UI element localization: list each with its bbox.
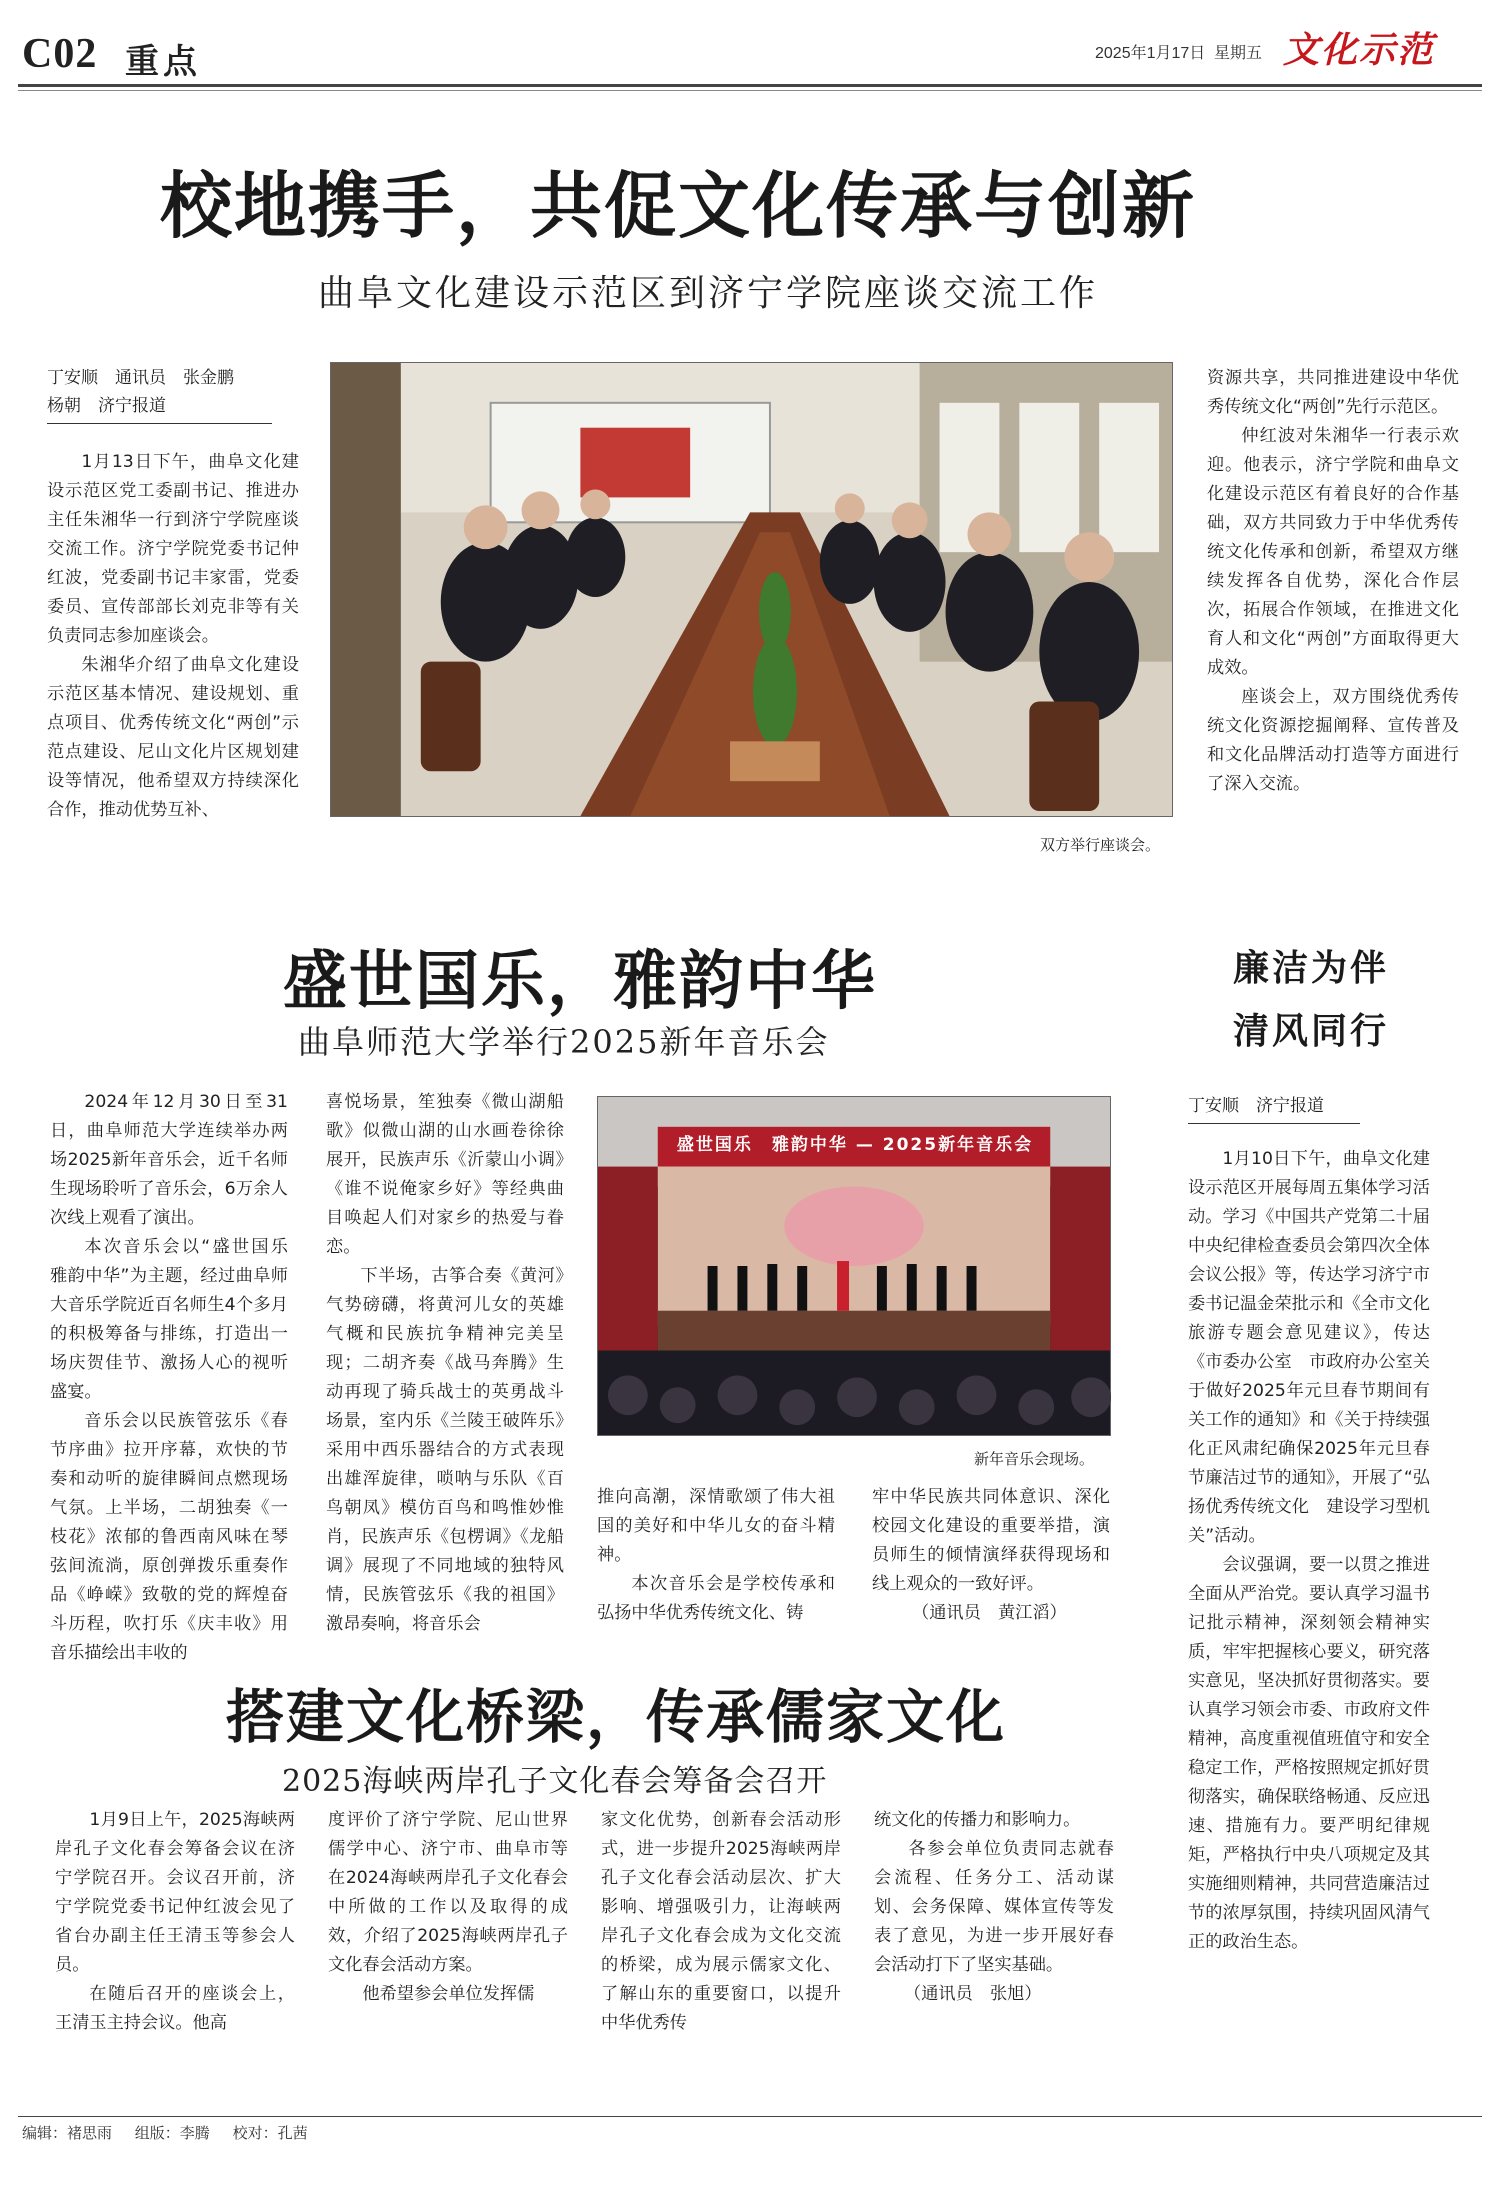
article1-photo-caption: 双方举行座谈会。 (1040, 836, 1161, 854)
article2-col-2 (326, 1088, 564, 1634)
article4-col-1 (55, 1806, 295, 2076)
masthead-rule (18, 84, 1482, 87)
article3-headline-1: 廉洁为伴 (1233, 947, 1390, 989)
article4-col-4 (874, 1806, 1114, 2076)
article4-col-2 (328, 1806, 568, 2076)
paragraph: 各参会单位负责同志就春会流程、任务分工、活动谋划、会务保障、媒体宣传等发表了意见，为进一步开展好春会活动打下了坚实基础。 (874, 1839, 1114, 1975)
footer-editor: 编辑：褚思雨 (22, 2124, 113, 2142)
paragraph: 仲红波对朱湘华一行表示欢迎。他表示，济宁学院和曲阜文化建设示范区有着良好的合作基础，双方共同致力于中华优秀传统文化传承和创新，希望双方继续发挥各自优势，深化合作层次，拓展合作领域，在推进文化育人和文化“两创”方面取得更大成效。 (1207, 426, 1459, 678)
paragraph: 推向高潮，深情歌颂了伟大祖国的美好和中华儿女的奋斗精神。 (597, 1487, 835, 1565)
article1-headline: 校地携手，共促文化传承与创新 (160, 163, 1197, 248)
article3-headline-2: 清风同行 (1233, 1010, 1390, 1052)
section-name: 重点 (125, 42, 201, 82)
issue-date: 2025年1月17日 (1095, 45, 1206, 62)
article2-col-1 (50, 1088, 306, 1663)
article1-subhead: 曲阜文化建设示范区到济宁学院座谈交流工作 (318, 273, 1099, 314)
masthead-rule-thin (18, 90, 1482, 91)
byline-rule (1188, 1123, 1360, 1124)
footer-rule (18, 2116, 1482, 2117)
meeting-photo (330, 362, 1173, 817)
article3-byline: 丁安顺 济宁报道 (1188, 1096, 1324, 1116)
paragraph: 下半场，古筝合奏《黄河》气势磅礴，将黄河儿女的英雄气概和民族抗争精神完美呈现；二胡齐奏《战马奔腾》生动再现了骑兵战士的英勇战斗场景，室内乐《兰陵王破阵乐》采用中西乐器结合的方式表现出雄浑旋律，唢呐与乐队《百鸟朝凤》模仿百鸟和鸣惟妙惟肖，民族声乐《包楞调》《龙船调》展现了不同地域的独特风情，民族管弦乐《我的祖国》激昂奏响，将音乐会 (326, 1266, 564, 1634)
article2-photo-caption: 新年音乐会现场。 (974, 1450, 1095, 1468)
signature: （通讯员 黄江滔） (912, 1603, 1067, 1623)
page-number: C02 (22, 31, 98, 77)
paragraph: 1月10日下午，曲阜文化建设示范区开展每周五集体学习活动。学习《中国共产党第二十届中央纪律检查委员会第四次全体会议公报》等，传达学习济宁市委书记温金荣批示和《全市文化旅游专题会意见建议》，传达《市委办公室 市政府办公室关于做好2025年元旦春节期间有关工作的通知》和《关于持续强化正风肃纪确保2025年元旦春节廉洁过节的通知》，开展了“弘扬优秀传统文化 建设学习型机关”活动。 (1188, 1149, 1430, 1546)
paragraph: 朱湘华介绍了曲阜文化建设示范区基本情况、建设规划、重点项目、优秀传统文化“两创”示范点建设、尼山文化片区规划建设等情况，他希望双方持续深化合作，推动优势互补、 (47, 655, 299, 820)
paragraph: 度评价了济宁学院、尼山世界儒学中心、济宁市、曲阜市等在2024海峡两岸孔子文化春会中所做的工作以及取得的成效，介绍了2025海峡两岸孔子文化春会活动方案。 (328, 1810, 568, 1975)
paragraph: 本次音乐会以“盛世国乐 雅韵中华”为主题，经过曲阜师大音乐学院近百名师生4个多月的积极筹备与排练，打造出一场庆贺佳节、激扬人心的视听盛宴。 (50, 1237, 306, 1402)
paragraph: 统文化的传播力和影响力。 (874, 1810, 1081, 1830)
article1-byline-2: 杨朝 济宁报道 (47, 396, 166, 416)
article4-subhead: 2025海峡两岸孔子文化春会筹备会召开 (282, 1764, 828, 1799)
article2-subhead: 曲阜师范大学举行2025新年音乐会 (298, 1023, 830, 1061)
paragraph: 喜悦场景，笙独奏《微山湖船歌》似微山湖的山水画卷徐徐展开，民族声乐《沂蒙山小调》《谁不说俺家乡好》等经典曲目唤起人们对家乡的热爱与眷恋。 (326, 1092, 564, 1257)
paragraph: 音乐会以民族管弦乐《春节序曲》拉开序幕，欢快的节奏和动听的旋律瞬间点燃现场气氛。上半场，二胡独奏《一枝花》浓郁的鲁西南风味在琴弦间流淌，原创弹拨乐重奏作品《峥嵘》致敬的党的辉煌奋斗历程，吹打乐《庆丰收》用音乐描绘出丰收的 (50, 1411, 288, 1663)
paragraph: 1月9日上午，2025海峡两岸孔子文化春会筹备会议在济宁学院召开。会议召开前，济宁学院党委书记仲红波会见了省台办副主任王清玉等参会人员。 (55, 1810, 295, 1975)
byline-rule (47, 423, 272, 424)
concert-photo (597, 1096, 1111, 1436)
paragraph: 家文化优势，创新春会活动形式，进一步提升2025海峡两岸孔子文化春会活动层次、扩大影响、增强吸引力，让海峡两岸孔子文化春会成为文化交流的桥梁，成为展示儒家文化、了解山东的重要窗口，以提升中华优秀传 (601, 1810, 841, 2033)
article2-headline: 盛世国乐，雅韵中华 (283, 944, 877, 1019)
paragraph: 本次音乐会是学校传承和弘扬中华优秀传统文化、铸 (597, 1574, 835, 1623)
article2-col-4 (872, 1483, 1110, 1623)
newspaper-logo: 文化示范 (1283, 30, 1436, 71)
issue-weekday: 星期五 (1214, 45, 1263, 62)
footer-proof: 校对：孔茜 (232, 2124, 308, 2142)
paragraph: 1月13日下午，曲阜文化建设示范区党工委副书记、推进办主任朱湘华一行到济宁学院座谈交流工作。济宁学院党委书记仲红波，党委副书记丰家雷，党委委员、宣传部部长刘克非等有关负责同志参加座谈会。 (47, 452, 299, 646)
paragraph: 座谈会上，双方围绕优秀传统文化资源挖掘阐释、宣传普及和文化品牌活动打造等方面进行了深入交流。 (1207, 687, 1459, 794)
signature: （通讯员 张旭） (904, 1984, 1042, 2004)
concert-banner-text: 盛世国乐 雅韵中华 — 2025新年音乐会 (676, 1135, 1034, 1155)
article3-col (1188, 1145, 1430, 2045)
article4-col-3 (601, 1806, 841, 2076)
article2-col-3 (597, 1483, 835, 1623)
article1-col-right (1207, 364, 1459, 858)
paragraph: 在随后召开的座谈会上，王清玉主持会议。他高 (55, 1984, 295, 2033)
paragraph: 资源共享，共同推进建设中华优秀传统文化“两创”先行示范区。 (1207, 368, 1459, 417)
footer-credits (22, 2122, 326, 2143)
article1-byline-1: 丁安顺 通讯员 张金鹏 (47, 368, 234, 388)
footer-layout: 组版：李腾 (134, 2124, 210, 2142)
paragraph: 会议强调，要一以贯之推进全面从严治党。要认真学习温书记批示精神，深刻领会精神实质，牢牢把握核心要义，研究落实意见，坚决抓好贯彻落实。要认真学习领会市委、市政府文件精神，高度重视值班值守和安全稳定工作，严格按照规定抓好贯彻落实，确保联络畅通、反应迅速、措施有力。要严明纪律规矩，严格执行中央八项规定及其实施细则精神，共同营造廉洁过节的浓厚氛围，持续巩固风清气正的政治生态。 (1188, 1555, 1430, 1952)
paragraph: 2024年12月30日至31日，曲阜师范大学连续举办两场2025新年音乐会，近千名师生现场聆听了音乐会，6万余人次线上观看了演出。 (50, 1092, 288, 1228)
article1-col-left (47, 448, 299, 858)
paragraph: 他希望参会单位发挥儒 (362, 1984, 535, 2004)
paragraph: 牢中华民族共同体意识、深化校园文化建设的重要举措，演员师生的倾情演绎获得现场和线上观众的一致好评。 (872, 1487, 1110, 1594)
article4-headline: 搭建文化桥梁，传承儒家文化 (226, 1683, 1007, 1751)
